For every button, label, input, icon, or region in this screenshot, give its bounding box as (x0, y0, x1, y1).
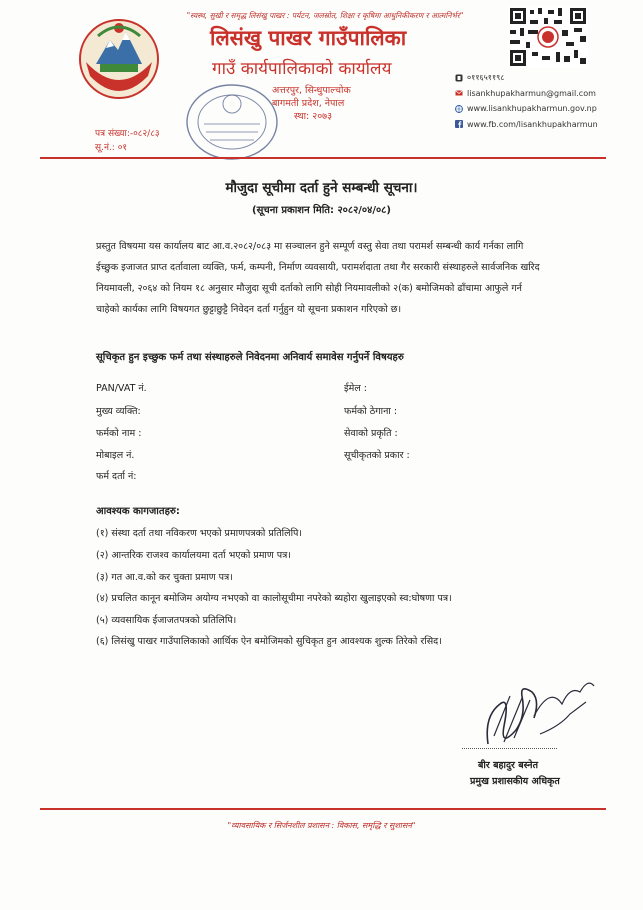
field-email: ईमेल : (344, 383, 368, 394)
requirements-title: सूचिकृत हुन इच्छुक फर्म तथा संस्थाहरुले निवेदनमा अनिवार्य समावेस गर्नुपर्ने विषयहरु (96, 352, 404, 363)
office-name: गाउँ कार्यपालिकाको कार्यालय (212, 59, 392, 79)
document-item: (३) गत आ.व.को कर चुक्ता प्रमाण पत्र। (96, 572, 233, 583)
facebook-icon (455, 120, 463, 128)
notice-body: प्रस्तुत विषयमा यस कार्यालय बाट आ.व.२०८२/०८३ मा सञ्चालन हुने सम्पूर्ण वस्तु सेवा तथा परामर्श सम्बन्धी कार्य गर्नका लागि ईच्छुक इजाजत प्राप्त दर्तावाला व्यक्ति, फर्म, कम्पनी, निर्माण व्यवसायी, परामर्शदाता तथा गैर सरकारी संस्थाहरुले सार्वजनिक खरिद नियमावली, २०६४ को नियम १८ अनुसार मौजुदा सूची दर्ताको लागि सोही नियमावलीको २(क) बमोजिमको ढाँचामा आफुले गर्न चाहेको कार्यका लागि विषयगत छुट्टाछुट्टै निवेदन दर्ता गर्नुहुन यो सूचना प्रकाशन गरिएको छ। (96, 241, 540, 315)
notice-publication-date: (सूचना प्रकाशन मिति: २०८२/०४/०८) (252, 205, 391, 216)
website-url[interactable]: www.lisankhupakharmun.gov.np (467, 104, 597, 113)
globe-icon (455, 105, 463, 113)
signatory-name: बीर बहादुर बस्नेत (478, 760, 538, 771)
address-line-2: बागमती प्रदेश, नेपाल (272, 98, 345, 109)
documents-title: आवश्यक कागजातहरु: (96, 506, 180, 517)
notice-title: मौजुदा सूचीमा दर्ता हुने सम्बन्धी सूचना। (225, 180, 418, 196)
qr-code-icon (508, 6, 588, 68)
header-divider (40, 157, 606, 159)
document-item: (२) आन्तरिक राजश्व कार्यालयमा दर्ता भएको प्रमाण पत्र। (96, 550, 291, 561)
reference-block (95, 127, 160, 155)
contact-block (455, 70, 598, 132)
address-line-1: अत्तरपुर, सिन्धुपाल्चोक (272, 85, 351, 96)
top-slogan: "स्वस्थ, सुखी र समृद्ध लिसंखु पाखर : पर्यटन, जलस्रोत, शिक्षा र कृषिमा आधुनिकीकरण र आत्मनिर्भर" (186, 11, 464, 20)
field-listing-type: सूचीकृतको प्रकार : (344, 450, 410, 461)
document-item: (५) व्यवसायिक ईजाजतपत्रको प्रतिलिपि। (96, 615, 237, 626)
field-firm-name: फर्मको नाम : (96, 428, 142, 439)
contact-facebook[interactable] (455, 117, 598, 133)
field-service-nature: सेवाको प्रकृति : (344, 428, 398, 439)
phone-icon (455, 74, 463, 82)
dispatch-number: सू.नं.: ०१ (95, 143, 128, 153)
phone-number: ०११६५११९८ (467, 73, 505, 82)
signature-line (462, 748, 557, 749)
footer-divider (40, 808, 606, 810)
office-stamp-icon (184, 82, 280, 162)
email-icon (455, 89, 463, 97)
document-item: (१) संस्था दर्ता तथा नविकरण भएको प्रमाणपत्रको प्रतिलिपि। (96, 528, 303, 539)
email-address[interactable]: lisankhupakharmun@gmail.com (467, 88, 596, 98)
document-item: (४) प्रचलित कानून बमोजिम अयोग्य नभएको वा कालोसूचीमा नपरेको ब्यहोरा खुलाइएको स्व:घोषणा पत्र। (96, 593, 452, 604)
handwritten-signature (470, 656, 600, 756)
facebook-url[interactable]: www.fb.com/lisankhupakharmun (467, 119, 598, 129)
footer-slogan: "व्यावसायिक र सिर्जनशील प्रशासन : विकास, समृद्धि र सुशासन" (227, 821, 416, 830)
letter-number: पत्र संख्या:-०८२/८३ (95, 129, 160, 139)
contact-website[interactable] (455, 101, 598, 117)
field-pan-vat: PAN/VAT नं. (96, 383, 147, 394)
contact-email[interactable] (455, 86, 598, 102)
field-firm-registration: फर्म दर्ता नं: (96, 471, 137, 482)
municipality-name: लिसंखु पाखर गाउँपालिका (210, 26, 407, 50)
nepal-emblem-icon (78, 18, 160, 100)
signatory-role: प्रमुख प्रशासकीय अधिकृत (470, 776, 560, 787)
document-item: (६) लिसंखु पाखर गाउँपालिकाको आर्थिक ऐन बमोजिमको सुचिकृत हुन आवश्यक शुल्क तिरेको रसिद। (96, 636, 442, 647)
contact-phone (455, 70, 598, 86)
field-main-person: मुख्य व्यक्ति: (96, 406, 141, 417)
established-year: स्था: २०७३ (294, 111, 333, 122)
office-address (272, 84, 351, 123)
field-mobile: मोबाइल नं. (96, 450, 135, 461)
field-firm-address: फर्मको ठेगाना : (344, 406, 398, 417)
